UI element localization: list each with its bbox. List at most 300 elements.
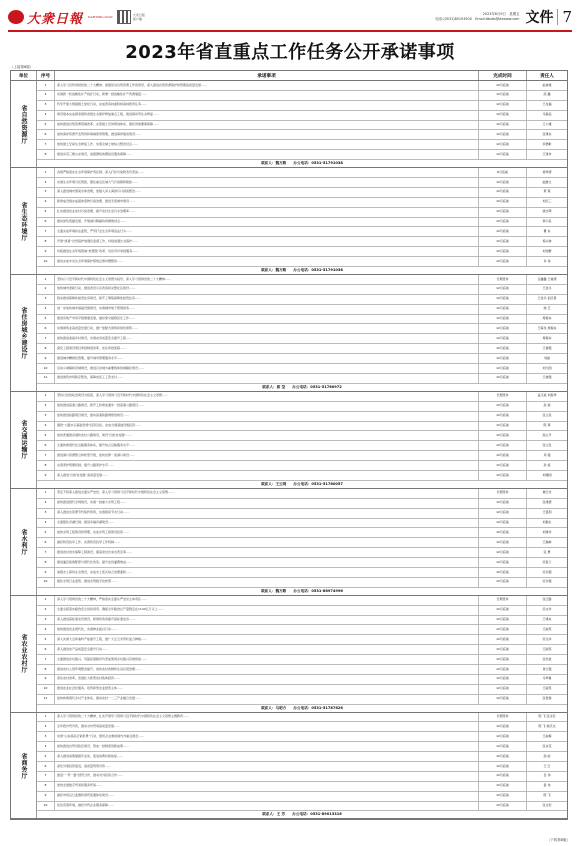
continued-from-label: （上接第6版） <box>10 65 34 69</box>
completion-time: 12月底前 <box>479 762 527 771</box>
responsible-person: 刘建华 <box>542 529 552 534</box>
table-row <box>37 732 567 742</box>
completion-time: 12月底前 <box>479 402 527 411</box>
completion-time: 12月底前 <box>479 188 527 197</box>
completion-time: 12月底前 <box>479 685 527 694</box>
unit-group <box>11 81 567 168</box>
commitment-text: 加快国土空间生态修复工作，实施全域土地综合整治试点…… <box>55 140 479 149</box>
row-index: 2 <box>37 91 55 100</box>
responsible-person: 王金兵 伯庆喜 <box>537 296 557 301</box>
table-row <box>37 519 567 529</box>
row-index: 8 <box>37 150 55 159</box>
row-index: 1 <box>37 392 55 401</box>
page-title: 2023年省直重点工作任务公开承诺事项 <box>125 42 455 63</box>
completion-time: 12月底前 <box>479 285 527 294</box>
unit-group <box>11 489 567 596</box>
responsible-person: 宋文华 <box>542 607 552 612</box>
commitment-text: 推进“一带一路”经贸合作，推动对外投资合作…… <box>55 772 479 781</box>
row-index: 6 <box>37 762 55 771</box>
completion-time: 12月底前 <box>479 422 527 431</box>
completion-time: 12月底前 <box>479 364 527 373</box>
row-index: 2 <box>37 285 55 294</box>
table-row <box>37 227 567 237</box>
responsible-person: 杨兴林 <box>542 238 552 243</box>
responsible-person: 刘庆三 <box>542 199 552 204</box>
row-index: 10 <box>37 364 55 373</box>
row-index: 1 <box>37 596 55 605</box>
row-index: 6 <box>37 218 55 227</box>
commitment-text: 各级严格落实生态环境保护责任制，深入打好污染防治攻坚战…… <box>55 168 479 177</box>
row-index: 5 <box>37 635 55 644</box>
responsible-person: 刘伟群 <box>542 248 552 253</box>
row-index: 5 <box>37 121 55 130</box>
table-row <box>37 568 567 578</box>
table-row <box>37 528 567 538</box>
completion-time: 12月底前 <box>479 578 527 587</box>
row-index: 5 <box>37 528 55 537</box>
completion-time: 12月底前 <box>479 344 527 353</box>
commitment-text: 建设基本完成国家级和省级生态保护修复重点工程，推进海岸带生态修复…… <box>55 111 479 120</box>
row-index: 8 <box>37 461 55 470</box>
row-index: 4 <box>37 422 55 431</box>
divider <box>557 9 558 25</box>
header-rule <box>8 30 572 32</box>
unit-group <box>11 168 567 275</box>
completion-time: 12月底前 <box>479 665 527 674</box>
responsible-person: 曹 东 <box>543 229 551 234</box>
commitment-text: 加快发展数字贸易和服务贸易…… <box>55 782 479 791</box>
commitment-text: 加快推进自然资源领域改革，完善国土空间规划体系，强化用地要素保障…… <box>55 121 479 130</box>
row-index: 7 <box>37 772 55 781</box>
commitment-text: 深入推进消费提振年活动，促进消费持续恢复…… <box>55 752 479 761</box>
commitment-text: 扎实推进农业农村污染治理，提升农村生活污水治理率…… <box>55 208 479 217</box>
issue-date: 2023年6月9日 星期五 <box>482 12 520 16</box>
commitment-text: 全面全程落实粮食安全党政同责，确保全年粮食总产量稳定在1100亿斤以上…… <box>55 606 479 615</box>
responsible-person: 王瑞林 <box>542 539 552 544</box>
responsible-person: 周春东 <box>542 316 552 321</box>
responsible-person: 陈 飞 杨庆文 <box>538 723 556 728</box>
row-index: 7 <box>37 227 55 236</box>
responsible-person: 张红路 <box>542 597 552 602</box>
responsible-person: 张建东 <box>542 132 552 136</box>
table-row <box>37 635 567 645</box>
row-index: 8 <box>37 665 55 674</box>
completion-time: 12月底前 <box>479 635 527 644</box>
responsible-person: 孙 斌 <box>543 403 551 408</box>
responsible-person: 宋书强 <box>542 569 552 574</box>
unit-group <box>11 713 567 820</box>
completion-time: 12月底前 <box>479 616 527 625</box>
table-row <box>37 392 567 402</box>
commitment-text: 强化水利行业监管，推进水利数字化转型…… <box>55 578 479 587</box>
table-row <box>37 275 567 285</box>
responsible-person: 王 红 <box>543 763 551 768</box>
completion-time: 12月底前 <box>479 451 527 460</box>
commitment-text: 全面强化河湖长制，推进幸福河湖建设…… <box>55 519 479 528</box>
commitment-text: 开展“绿盾”自然保护地强化监督工作，持续加强生态保护…… <box>55 237 479 246</box>
table-row <box>37 616 567 626</box>
row-index: 2 <box>37 499 55 508</box>
responsible-person: 周春东 <box>542 335 552 340</box>
completion-time: 12月底前 <box>479 675 527 684</box>
commitment-text: 全面完成环境执法监管，严厉打击生态环境违法行为…… <box>55 227 479 236</box>
responsible-person: 肖红强 <box>542 666 552 671</box>
unit-cell <box>11 81 37 167</box>
row-index: 7 <box>37 655 55 664</box>
logo-text: 大衆日報 <box>27 11 84 27</box>
row-index: 2 <box>37 402 55 411</box>
completion-time: 12月底前 <box>479 237 527 246</box>
completion-time: 长期坚持 <box>479 275 527 284</box>
completion-time: 12月底前 <box>479 178 527 187</box>
responsible-person: 王金兵 <box>542 286 552 291</box>
row-index: 6 <box>37 130 55 139</box>
commitment-text: 推进房地产市场平稳健康发展，做好保交楼稳民生工作…… <box>55 315 479 324</box>
table-row <box>37 772 567 782</box>
table-row <box>37 121 567 131</box>
row-index: 4 <box>37 742 55 751</box>
responsible-person: 马春远 <box>542 112 552 117</box>
commitment-text: 加快推进铁路项目建设，推动高速铁路网规划建设…… <box>55 412 479 421</box>
table-row <box>37 81 567 91</box>
unit-group <box>11 392 567 489</box>
responsible-person: 王树强 <box>542 345 552 350</box>
unit-cell <box>11 392 37 488</box>
table-row <box>37 364 567 374</box>
table-row <box>37 101 567 111</box>
responsible-person: 王树强 <box>542 375 552 380</box>
row-index: 4 <box>37 519 55 528</box>
row-index: 1 <box>37 713 55 722</box>
completion-time: 12月底前 <box>479 412 527 421</box>
page-number: 7 <box>562 8 572 26</box>
completion-time: 长期坚持 <box>479 596 527 605</box>
row-index: 5 <box>37 315 55 324</box>
commitment-text: 全面构建现代化运输服务体系，提升综合运输服务水平…… <box>55 441 479 450</box>
responsible-person: 孙 斌 <box>543 462 551 467</box>
commitment-text: 深入实施大豆和油料产能提升工程，推广大豆玉米带状复合种植…… <box>55 635 479 644</box>
commitment-text: 推进港口资源整合和转型升级，加快世界一流港口建设…… <box>55 451 479 460</box>
unit-group <box>11 596 567 713</box>
table-row <box>37 198 567 208</box>
completion-time: 12月底前 <box>479 722 527 731</box>
commitment-text: 深入推进城市黑臭水体治理，加强入河入海排污口排查整治…… <box>55 188 479 197</box>
qr-code-icon <box>117 10 131 24</box>
row-index: 2 <box>37 606 55 615</box>
table-row <box>37 461 567 471</box>
commitment-text: 推进农村人居环境整治提升，加快农村改厕和生活垃圾治理…… <box>55 665 479 674</box>
responsible-person: 宋书强 <box>542 579 552 584</box>
row-index: 3 <box>37 509 55 518</box>
row-index: 3 <box>37 616 55 625</box>
completion-time: 12月底前 <box>479 198 527 207</box>
table-row <box>37 489 567 499</box>
row-index: 7 <box>37 334 55 343</box>
commitment-text: 加快海洋资源开发利用和海域使用管理，推进海洋强省建设…… <box>55 130 479 139</box>
commitment-text: 实施新一轮战略性矿产找矿行动，新增一批战略性矿产资源储量…… <box>55 91 479 100</box>
completion-time: 12月底前 <box>479 461 527 470</box>
commitment-text: 推进灌区续建配套与现代化改造，提升农田灌溉效益…… <box>55 558 479 567</box>
commitment-text: 加快推进自贸试验区建设，形成一批制度创新成果…… <box>55 742 479 751</box>
table-header <box>11 71 567 81</box>
table-row <box>37 188 567 198</box>
row-index: 9 <box>37 568 55 577</box>
unit-name: 省农业农村厅 <box>20 634 27 674</box>
table-row <box>37 713 567 723</box>
commitment-text: 加快构建现代乡村产业体系，推动农村一二三产业融合发展…… <box>55 695 479 704</box>
row-index: 8 <box>37 782 55 791</box>
responsible-person: 刘建国 <box>542 472 552 477</box>
table-row <box>37 752 567 762</box>
table-row <box>37 344 567 354</box>
commitment-text: 加快水利工程建设和管理，完成水利工程建设投资…… <box>55 528 479 537</box>
responsible-person: 王铭利 <box>542 510 552 515</box>
completion-time: 12月底前 <box>479 121 527 130</box>
unit-cell <box>11 275 37 391</box>
completion-time: 12月底前 <box>479 334 527 343</box>
completion-time: 12月底前 <box>479 247 527 256</box>
header-unit: 单位 <box>11 71 37 80</box>
table-row <box>37 422 567 432</box>
row-index: 8 <box>37 237 55 246</box>
row-index: 9 <box>37 792 55 801</box>
table-row <box>37 111 567 121</box>
commitment-text: 加强水土保持生态建设，完成水土流失综合治理面积…… <box>55 568 479 577</box>
table-row <box>37 762 567 772</box>
table-row <box>37 285 567 295</box>
completion-time: 12月底前 <box>479 218 527 227</box>
commitments-table <box>10 70 568 820</box>
header-completion-time: 完成时间 <box>479 71 527 80</box>
responsible-person: 王淑英 <box>542 626 552 631</box>
commitment-text: 完善养护管理机制，提升公路养护水平…… <box>55 461 479 470</box>
completion-time: 12月底前 <box>479 606 527 615</box>
completion-time: 12月底前 <box>479 538 527 547</box>
completion-time: 12月底前 <box>479 208 527 217</box>
responsible-person: 王淑梅 <box>542 733 552 738</box>
responsible-person: 张立民 <box>542 413 552 418</box>
contact-row: 联系人：王云鸿 办公电话：0531-51760057 <box>261 481 343 486</box>
responsible-person: 刘大国 <box>542 365 552 370</box>
commitment-text: 加快普通国省道和农村公路建设，建设“四好农村路”…… <box>55 431 479 440</box>
commitment-text: 推动完成中央生态环境保护督察反馈问题整改…… <box>55 257 479 266</box>
responsible-person: 宋爱兰 <box>542 559 552 564</box>
responsible-person: 刘丽 <box>543 355 550 360</box>
commitment-text: 深入学习贯彻党的二十大精神，扎实开展学习贯彻习近平新时代中国特色社会主义思想主题教育…… <box>55 713 479 722</box>
responsible-person: 赵迪建 <box>542 82 552 87</box>
table-row <box>37 130 567 140</box>
commitment-text: 坚持以习近平新时代中国特色社会主义思想为指导，深入学习贯彻党的二十大精神…… <box>55 275 479 284</box>
commitment-text: 坚定不移深入推进全面从严治党，深入学习贯彻习近平新时代中国特色社会主义思想…… <box>55 489 479 498</box>
completion-time: 12月底前 <box>479 695 527 704</box>
table-row <box>37 558 567 568</box>
commitment-text: 全面推进乡村振兴，巩固拓展脱贫攻坚成果同乡村振兴有效衔接…… <box>55 655 479 664</box>
commitment-text: 推进农业社会化服务，培育新型农业经营主体…… <box>55 685 479 694</box>
unit-cell <box>11 713 37 819</box>
table-row <box>37 374 567 384</box>
unit-name: 省自然资源厅 <box>20 104 27 144</box>
commitment-text: 加快推进高速公路建设，新开工和建成通车一批高速公路项目…… <box>55 402 479 411</box>
logo-subtitle: DAZHONG DAILY <box>88 15 113 19</box>
table-row <box>37 685 567 695</box>
unit-cell <box>11 596 37 712</box>
commitment-text: 深入推进水资源节约集约利用，实施国家节水行动…… <box>55 509 479 518</box>
completion-time: 12月底前 <box>479 150 527 159</box>
responsible-person: 吕 伟 <box>543 773 551 778</box>
table-row <box>37 150 567 160</box>
commitment-text: 加快推进美丽乡村建设，实施农房质量安全提升工程…… <box>55 334 479 343</box>
commitment-text: 推进农村供水保障工程建设，提高农村自来水普及率…… <box>55 548 479 557</box>
commitment-text: 启动小城镇和县城建设，推进以县城为重要载体的城镇化建设…… <box>55 364 479 373</box>
unit-cell <box>11 168 37 274</box>
row-index: 4 <box>37 198 55 207</box>
contact-row: 联系人：魏万路 办公电话：0531-86974996 <box>261 588 343 593</box>
completion-time: 长期坚持 <box>479 392 527 401</box>
table-row <box>37 665 567 675</box>
responsible-person: 王海龙 周春东 <box>537 326 557 331</box>
table-row <box>37 499 567 509</box>
row-index: 10 <box>37 685 55 694</box>
table-row <box>37 606 567 616</box>
commitment-text: 深化农村改革，发展壮大新型农村集体经济…… <box>55 675 479 684</box>
completion-time: 12月底前 <box>479 732 527 741</box>
responsible-person: 张 勇 <box>543 549 551 554</box>
table-row <box>37 441 567 451</box>
responsible-person: 姚志辉 <box>542 209 552 214</box>
row-index: 2 <box>37 178 55 187</box>
row-index: 7 <box>37 140 55 149</box>
row-index: 3 <box>37 732 55 741</box>
header-item: 承诺事项 <box>55 71 479 80</box>
responsible-person: 许 伟 <box>543 258 551 263</box>
masthead <box>8 6 572 28</box>
row-index: 8 <box>37 558 55 567</box>
unit-rows <box>37 596 567 712</box>
commitment-text: 推进建筑市场秩序整治，保障农民工工资支付…… <box>55 374 479 383</box>
commitment-text: 深化工程建设项目审批制度改革，优化审批流程…… <box>55 344 479 353</box>
completion-time: 6月底前 <box>479 168 527 177</box>
table-row <box>37 237 567 247</box>
completion-time: 12月底前 <box>479 519 527 528</box>
contact-row: 联系人：马明方 办公电话：0531-51787626 <box>261 705 343 710</box>
table-row <box>37 722 567 732</box>
unit-name: 省交通运输厅 <box>20 420 27 460</box>
contact-info: 电话:(0531)85193500 Email:dbzbs@dzwww.com <box>435 17 520 21</box>
unit-group <box>11 275 567 392</box>
row-index: 9 <box>37 471 55 480</box>
table-row <box>37 782 567 792</box>
row-index: 11 <box>37 374 55 383</box>
qr-caption-line: 大众日报 <box>132 13 145 17</box>
commitment-text: 加快推进现代水网建设，实施一批重大水利工程…… <box>55 499 479 508</box>
responsible-person: 孟汉斌 刘爱珍 <box>537 393 557 398</box>
commitment-text: 加快城市更新行动，推进老旧小区改造和完整社区建设…… <box>55 285 479 294</box>
completion-time: 12月底前 <box>479 305 527 314</box>
table-row <box>37 509 567 519</box>
newspaper-logo <box>8 8 113 27</box>
responsible-person: 邓 强 <box>543 452 551 457</box>
responsible-person: 邱 鑫 <box>543 92 551 97</box>
responsible-person: 姜 伟 <box>543 783 551 788</box>
unit-rows <box>37 275 567 391</box>
row-index: 5 <box>37 752 55 761</box>
completion-time: 12月底前 <box>479 802 527 811</box>
table-row <box>37 334 567 344</box>
header-responsible: 责任人 <box>540 73 554 79</box>
row-index: 10 <box>37 802 55 811</box>
commitment-text: 持续推进生态环境领域“放管服”改革，优化环评审批服务…… <box>55 247 479 256</box>
completion-time: 12月底前 <box>479 295 527 304</box>
completion-time: 长期坚持 <box>479 489 527 498</box>
table-row <box>37 257 567 267</box>
table-row <box>37 402 567 412</box>
completion-time: 12月底前 <box>479 441 527 450</box>
responsible-person: 张建德 <box>542 500 552 505</box>
completion-time: 长期坚持 <box>479 713 527 722</box>
responsible-person: 张永花 <box>542 743 552 748</box>
table-row <box>37 315 567 325</box>
table-row <box>37 538 567 548</box>
commitment-text: 坚持以党的政治建设为统领，深入学习贯彻习近平新时代中国特色社会主义思想…… <box>55 392 479 401</box>
responsible-person: 孙 晗 <box>543 753 551 758</box>
completion-time: 12月底前 <box>479 354 527 363</box>
qr-caption <box>133 13 145 21</box>
responsible-person: 李德彬 <box>542 141 552 146</box>
table-row <box>37 178 567 188</box>
row-index: 1 <box>37 81 55 90</box>
commitment-text: 围绕“公路水运基础设施”投资目标，完成交通基础设施投资…… <box>55 422 479 431</box>
responsible-person: 贾小民 <box>542 219 552 224</box>
responsible-person: 宋文华 <box>542 636 552 641</box>
responsible-person: 王建东 <box>542 617 552 622</box>
completion-time: 12月底前 <box>479 782 527 791</box>
completion-time: 12月底前 <box>479 792 527 801</box>
table-row <box>37 802 567 812</box>
commitment-text: 加快推进农业现代化，实施种业振兴行动…… <box>55 625 479 634</box>
completion-time: 12月底前 <box>479 91 527 100</box>
completion-time: 12月底前 <box>479 471 527 480</box>
responsible-person: 陈 飞 张文宏 <box>538 714 556 719</box>
responsible-person: 马翠鲁 <box>542 676 552 681</box>
contact-row: 联系人：魏万路 办公电话：0531-51791038 <box>261 161 343 166</box>
table-row <box>37 305 567 315</box>
row-index: 10 <box>37 578 55 587</box>
responsible-person: 张立民 <box>542 442 552 447</box>
responsible-person: 王小雄 <box>542 122 552 127</box>
responsible-person: 陈 琢 <box>543 423 551 428</box>
unit-name: 省生态环境厅 <box>20 201 27 241</box>
completion-time: 12月底前 <box>479 140 527 149</box>
completion-time: 12月底前 <box>479 625 527 634</box>
unit-rows <box>37 81 567 167</box>
unit-rows <box>37 489 567 595</box>
table-row <box>37 578 567 588</box>
row-index: 6 <box>37 324 55 333</box>
table-row <box>37 354 567 364</box>
row-index: 9 <box>37 354 55 363</box>
contact-row: 联系人：郭 莹 办公电话：0531-51760972 <box>262 384 342 389</box>
table-row <box>37 548 567 558</box>
row-index: 11 <box>37 695 55 704</box>
unit-name: 省商务厅 <box>20 752 27 779</box>
table-row <box>37 218 567 228</box>
responsible-person: 陈 飞 <box>543 793 551 798</box>
commitment-text: 做好防汛抗旱工作，完善防汛抗旱工作机制…… <box>55 538 479 547</box>
table-row <box>37 792 567 802</box>
completion-time: 12月底前 <box>479 81 527 90</box>
responsible-person: 王建华 <box>542 151 552 156</box>
completion-time: 12月底前 <box>479 101 527 110</box>
